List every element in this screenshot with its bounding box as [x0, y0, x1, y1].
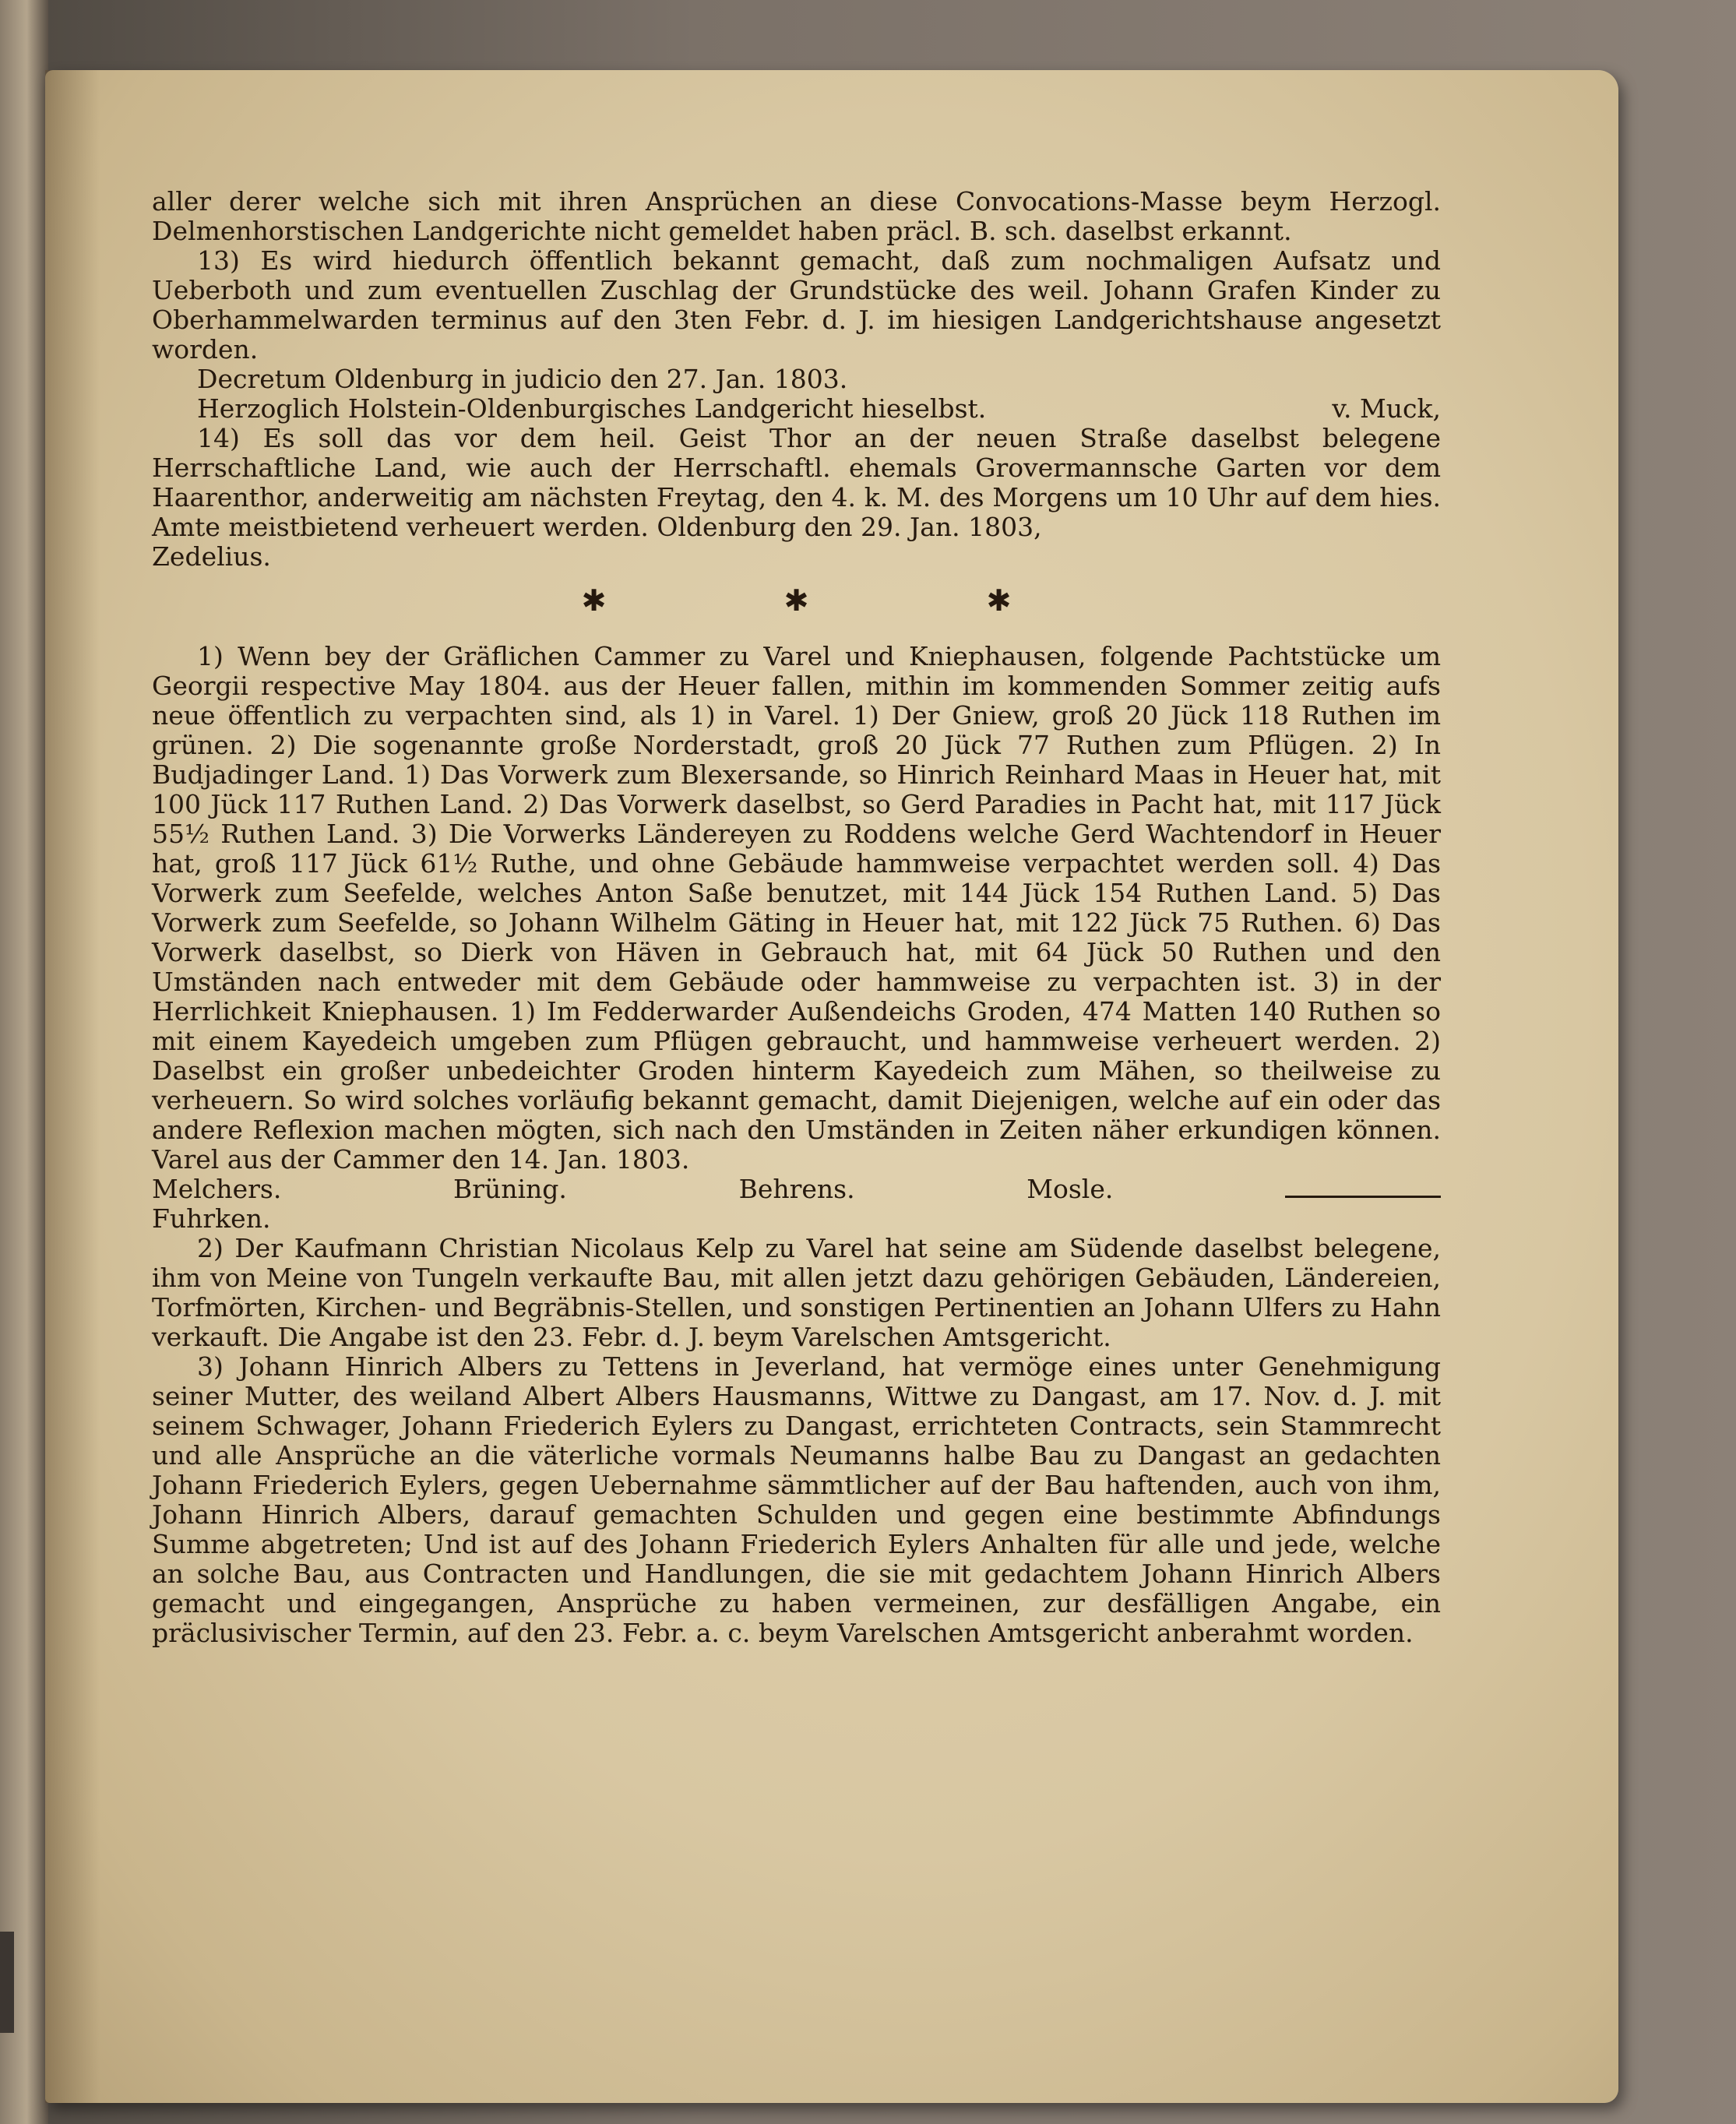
signature-zedelius: Zedelius. — [152, 541, 271, 572]
varel-notice-3: 3) Johann Hinrich Albers zu Tettens in Jeverland, hat vermöge eines unter Genehmigung seiner Mutter, des weiland Albert Albers Hausmanns, Wittwe zu Dangast, am 17. Nov. d. J. mit seinem Schwager, Johann Friederich Eylers zu Dangast, errichteten Contracts, sein Stammrecht und alle Ansprüche an die väterliche vormals Neumanns halbe Bau zu Dangast an gedachten Johann Friederich Eylers, gegen Uebernahme sämmtlicher auf der Bau haftenden, auch von ihm, Johann Hinrich Albers, darauf gemachten Schulden und gegen eine bestimmte Abfindungs Summe abgetreten; Und ist auf des Johann Friederich Eylers Anhalten für alle und jede, welche an solche Bau, aus Contracten und Handlungen, die sie mit gedachtem Johann Hinrich Albers gemacht und eingegangen, Ansprüche zu haben vermeinen, zur desfälligen Angabe, ein präclusivischer Termin, auf den 23. Febr. a. c. beym Varelschen Amtsgericht anberahmt worden. — [152, 1351, 1441, 1648]
notice-13-decretum: Decretum Oldenburg in judicio den 27. Jan. 1803. — [197, 364, 848, 394]
signature-mosle: Mosle. — [1026, 1174, 1114, 1204]
star-ornament-icon: ✱ — [986, 583, 1012, 618]
star-ornament-icon: ✱ — [783, 583, 809, 618]
scan-edge-marker — [0, 1932, 14, 2033]
court-name: Herzoglich Holstein-Oldenburgisches Landgericht hieselbst. — [197, 393, 987, 424]
signature-rule — [1285, 1196, 1441, 1198]
section-divider — [493, 583, 1100, 618]
varel-notice-1: 1) Wenn bey der Gräflichen Cammer zu Varel und Kniephausen, folgende Pachtstücke um Georgii respective May 1804. aus der Heuer fallen, mithin im kommenden Sommer zeitig aufs neue öffentlich zu verpachten sind, als 1) in Varel. 1) Der Gniew, groß 20 Jück 118 Ruthen im grünen. 2) Die sogenannte große Norderstadt, groß 20 Jück 77 Ruthen zum Pflügen. 2) In Budjadinger Land. 1) Das Vorwerk zum Blexersande, so Hinrich Reinhard Maas in Heuer hat, mit 100 Jück 117 Ruthen Land. 2) Das Vorwerk daselbst, so Gerd Paradies in Pacht hat, mit 117 Jück 55½ Ruthen Land. 3) Die Vorwerks Ländereyen zu Roddens welche Gerd Wachtendorf in Heuer hat, groß 117 Jück 61½ Ruthe, und ohne Gebäude hammweise verpachtet werden soll. 4) Das Vorwerk zum Seefelde, welches Anton Saße benutzet, mit 144 Jück 154 Ruthen Land. 5) Das Vorwerk zum Seefelde, so Johann Wilhelm Gäting in Heuer hat, mit 122 Jück 75 Ruthen. 6) Das Vorwerk daselbst, so Dierk von Häven in Gebrauch hat, mit 64 Jück 50 Ruthen und den Umständen nach entweder mit dem Gebäude oder hammweise zu verpachten ist. 3) in der Herrlichkeit Kniephausen. 1) Im Fedderwarder Außendeichs Groden, 474 Matten 140 Ruthen so mit einem Kayedeich umgeben zum Pflügen gebraucht, und hammweise verheuert werden. 2) Daselbst ein großer unbedeichter Groden hinterm Kayedeich zum Mähen, so theilweise zu verheuern. So wird solches vorläufig bekannt gemacht, damit Diejenigen, welche auf ein oder das andere Reflexion machen mögten, sich nach den Umständen in Zeiten näher erkundigen können. Varel aus der Cammer den 14. Jan. 1803. — [152, 641, 1441, 1175]
varel-notice-1-signatures — [152, 1175, 1441, 1204]
signature-bruening: Brüning. — [452, 1174, 567, 1204]
page-text — [152, 187, 1441, 1648]
signature-fuhrken: Fuhrken. — [152, 1203, 271, 1234]
signature-behrens: Behrens. — [738, 1174, 855, 1204]
signature-muck: v. Muck, — [1332, 393, 1441, 424]
notice-14: 14) Es soll das vor dem heil. Geist Thor an der neuen Straße daselbst belegene Herrschaftliche Land, wie auch der Herrschaftl. ehemals Grovermannsche Garten vor dem Haarenthor, anderweitig am nächsten Freytag, den 4. k. M. des Morgens um 10 Uhr auf dem hies. Amte meistbietend verheuert werden. Oldenburg den 29. Jan. 1803, — [152, 423, 1441, 542]
notice-13-signature-line — [152, 394, 1441, 424]
varel-notice-2: 2) Der Kaufmann Christian Nicolaus Kelp zu Varel hat seine am Südende daselbst belegene, ihm von Meine von Tungeln verkaufte Bau, mit allen jetzt dazu gehörigen Gebäuden, Ländereien, Torfmörten, Kirchen- und Begräbnis-Stellen, und sonstigen Pertinentien an Johann Ulfers zu Hahn verkauft. Die Angabe ist den 23. Febr. d. J. beym Varelschen Amtsgericht. — [152, 1233, 1441, 1352]
signature-melchers: Melchers. — [152, 1174, 282, 1204]
paragraph-continuation: aller derer welche sich mit ihren Ansprüchen an diese Convocations-Masse beym Herzogl. Delmenhorstischen Landgerichte nicht gemeldet haben präcl. B. sch. daselbst erkannt. — [152, 186, 1441, 246]
facing-page-edge — [0, 0, 48, 2124]
star-ornament-icon: ✱ — [581, 583, 607, 618]
page-gutter-shadow — [45, 70, 100, 2103]
notice-13: 13) Es wird hiedurch öffentlich bekannt gemacht, daß zum nochmaligen Aufsatz und Ueberboth und zum eventuellen Zuschlag der Grundstücke des weil. Johann Grafen Kinder zu Oberhammelwarden terminus auf den 3ten Febr. d. J. im hiesigen Landgerichtshause angesetzt worden. — [152, 245, 1441, 365]
